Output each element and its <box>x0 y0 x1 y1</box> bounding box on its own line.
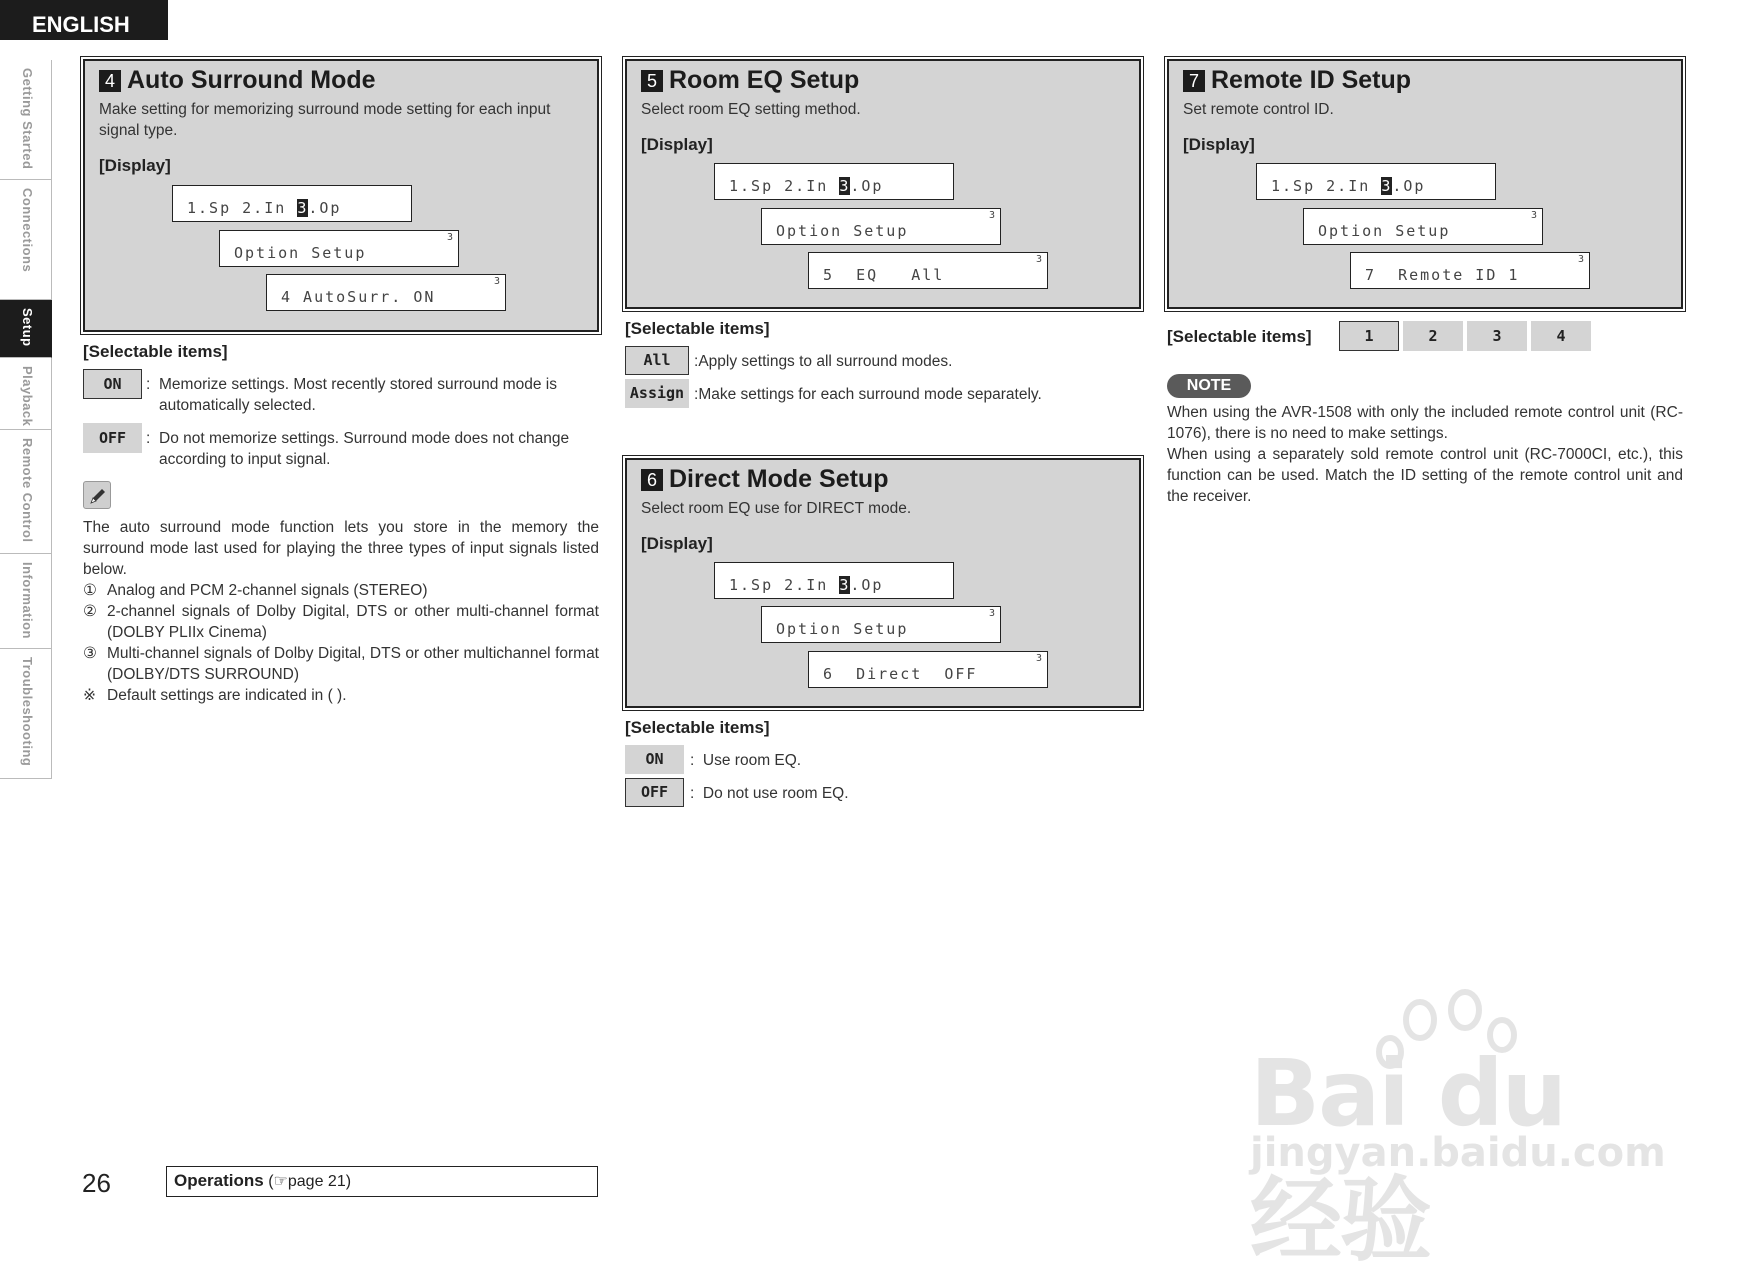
language-label: ENGLISH <box>32 12 130 37</box>
lcd-superscript: 3 <box>1577 254 1584 265</box>
side-tab-playback[interactable] <box>0 358 52 430</box>
list-text: Analog and PCM 2-channel signals (STEREO) <box>107 582 428 599</box>
option-text: Make settings for each surround mode separately. <box>698 386 1042 403</box>
remote-id-section <box>1167 59 1683 505</box>
lcd-superscript: 3 <box>446 232 453 243</box>
lcd-cursor: 3 <box>1381 177 1393 195</box>
lcd-text: Option Setup <box>1318 222 1451 240</box>
list-text: Multi-channel signals of Dolby Digital, DTS or other multichannel format (DOLBY/DTS SURROUND) <box>107 645 599 683</box>
memo-intro: The auto surround mode function lets you store in the memory the surround mode last used for playing the three types of input signals listed below. <box>83 519 599 578</box>
list-item <box>83 580 599 601</box>
lcd-line-1 <box>172 185 412 222</box>
lcd-cursor: 3 <box>839 177 851 195</box>
remote-id-option-3: 3 <box>1467 321 1527 351</box>
direct-mode-panel <box>625 458 1141 708</box>
section-title-text: Direct Mode Setup <box>669 465 889 493</box>
side-tab-information[interactable] <box>0 554 52 649</box>
section-number-badge: 5 <box>641 70 663 92</box>
remote-id-panel <box>1167 59 1683 309</box>
section-number-badge: 4 <box>99 70 121 92</box>
side-tab-label: Information <box>20 562 35 639</box>
side-tab-label: Getting Started <box>20 68 35 170</box>
section-title <box>641 465 888 494</box>
lcd-cursor: 3 <box>839 576 851 594</box>
remote-id-option-2: 2 <box>1403 321 1463 351</box>
section-title-text: Auto Surround Mode <box>127 66 376 94</box>
list-text: 2-channel signals of Dolby Digital, DTS or other multi-channel format (DOLBY PLIIx Cinema) <box>107 603 599 641</box>
direct-mode-section <box>625 458 1141 802</box>
lcd-text: 1.Sp 2.In <box>729 177 840 195</box>
section-title-text: Remote ID Setup <box>1211 66 1412 94</box>
section-description: Select room EQ use for DIRECT mode. <box>641 500 912 517</box>
lcd-line-1 <box>1256 163 1496 200</box>
selectable-items-title: [Selectable items] <box>1167 327 1312 346</box>
list-item <box>83 601 599 643</box>
lcd-superscript: 3 <box>493 276 500 287</box>
lcd-text: 6 Direct OFF <box>823 665 978 683</box>
lcd-superscript: 3 <box>1035 653 1042 664</box>
section-number-badge: 7 <box>1183 70 1205 92</box>
section-number-badge: 6 <box>641 469 663 491</box>
list-mark: ② <box>83 603 97 620</box>
list-mark: ① <box>83 582 97 599</box>
auto-surround-section <box>83 59 599 704</box>
option-off: OFF <box>83 423 142 453</box>
section-title <box>99 66 376 95</box>
room-eq-panel <box>625 59 1141 309</box>
baidu-watermark <box>1250 980 1670 1274</box>
lcd-text: .Op <box>1392 177 1426 195</box>
note-text: When using the AVR-1508 with only the included remote control unit (RC-1076), there is no need to make settings. When using a separately sold remote control unit (RC-7000CI, etc.), this function can be used. Match the ID setting of the remote control unit and the receiver. <box>1167 404 1683 505</box>
side-tab-setup[interactable] <box>0 300 52 358</box>
option-off: OFF <box>625 778 684 807</box>
language-tab <box>0 0 168 40</box>
lcd-line-3 <box>808 252 1048 289</box>
option-assign: Assign <box>625 379 689 408</box>
lcd-text: Option Setup <box>776 222 909 240</box>
lcd-text: .Op <box>850 576 884 594</box>
selectable-items-title: [Selectable items] <box>625 319 770 338</box>
side-tab-getting-started[interactable] <box>0 60 52 180</box>
option-on: ON <box>625 745 684 774</box>
watermark-logo-text: Bai du 经验 <box>1250 1040 1566 1274</box>
list-text: Default settings are indicated in ( ). <box>107 687 347 704</box>
page-number: 26 <box>82 1168 111 1198</box>
list-item <box>83 685 599 706</box>
display-label: [Display] <box>641 135 713 154</box>
note-badge: NOTE <box>1167 374 1251 398</box>
selectable-items-title: [Selectable items] <box>83 342 228 361</box>
option-colon: : <box>146 430 151 447</box>
lcd-line-3 <box>266 274 506 311</box>
side-tab-label: Remote Control <box>20 438 35 543</box>
operations-page-ref: (☞page 21) <box>268 1173 352 1190</box>
lcd-cursor: 3 <box>297 199 309 217</box>
lcd-line-1 <box>714 562 954 599</box>
operations-label: Operations <box>174 1171 264 1190</box>
option-text: Do not use room EQ. <box>702 785 849 802</box>
section-description: Make setting for memorizing surround mode setting for each input signal type. <box>99 101 551 139</box>
side-tab-label: Setup <box>20 308 35 347</box>
side-nav <box>0 60 52 779</box>
lcd-line-1 <box>714 163 954 200</box>
side-tab-connections[interactable] <box>0 180 52 300</box>
display-label: [Display] <box>99 156 171 175</box>
watermark-url: jingyan.baidu.com <box>1250 1130 1666 1176</box>
display-label: [Display] <box>641 534 713 553</box>
lcd-superscript: 3 <box>988 210 995 221</box>
option-off-text: : Do not use room EQ. <box>690 785 849 802</box>
side-tab-label: Troubleshooting <box>20 657 35 767</box>
lcd-superscript: 3 <box>988 608 995 619</box>
lcd-line-3 <box>808 651 1048 688</box>
remote-id-option-4: 4 <box>1531 321 1591 351</box>
section-title-text: Room EQ Setup <box>669 66 860 94</box>
remote-id-option-1: 1 <box>1339 321 1399 351</box>
option-colon: : <box>146 376 151 393</box>
option-text: Use room EQ. <box>702 752 802 769</box>
pencil-memo-icon <box>83 481 111 509</box>
lcd-line-2 <box>761 606 1001 643</box>
side-tab-troubleshooting[interactable] <box>0 649 52 779</box>
lcd-text: 1.Sp 2.In <box>1271 177 1382 195</box>
lcd-text: 7 Remote ID 1 <box>1365 266 1520 284</box>
lcd-text: 1.Sp 2.In <box>729 576 840 594</box>
operations-reference[interactable] <box>166 1166 598 1197</box>
list-mark: ③ <box>83 645 97 662</box>
option-on: ON <box>83 369 142 399</box>
lcd-superscript: 3 <box>1530 210 1537 221</box>
option-assign-text: :Make settings for each surround mode separately. <box>694 386 1042 403</box>
lcd-line-2 <box>1303 208 1543 245</box>
lcd-text: Option Setup <box>776 620 909 638</box>
lcd-text: 1.Sp 2.In <box>187 199 298 217</box>
lcd-line-2 <box>761 208 1001 245</box>
section-description: Set remote control ID. <box>1183 101 1334 118</box>
option-all: All <box>625 346 689 375</box>
list-mark: ※ <box>83 687 96 704</box>
lcd-text: 5 EQ All <box>823 266 945 284</box>
lcd-line-3 <box>1350 252 1590 289</box>
lcd-line-2 <box>219 230 459 267</box>
lcd-text: .Op <box>850 177 884 195</box>
option-all-text: :Apply settings to all surround modes. <box>694 353 953 370</box>
side-tab-remote-control[interactable] <box>0 430 52 554</box>
memo-list <box>83 580 599 706</box>
side-tab-label: Playback <box>20 366 35 427</box>
lcd-text: .Op <box>308 199 342 217</box>
lcd-text: 4 AutoSurr. ON <box>281 288 436 306</box>
option-on-text: Memorize settings. Most recently stored surround mode is automatically selected. <box>159 376 557 414</box>
auto-surround-panel <box>83 59 599 332</box>
option-on-text: : Use room EQ. <box>690 752 802 769</box>
room-eq-section <box>625 59 1141 403</box>
lcd-superscript: 3 <box>1035 254 1042 265</box>
display-label: [Display] <box>1183 135 1255 154</box>
option-text: Apply settings to all surround modes. <box>698 353 953 370</box>
section-description: Select room EQ setting method. <box>641 101 861 118</box>
selectable-items-title: [Selectable items] <box>625 718 770 737</box>
side-tab-label: Connections <box>20 188 35 273</box>
list-item <box>83 643 599 685</box>
section-title <box>1183 66 1411 95</box>
lcd-text: Option Setup <box>234 244 367 262</box>
option-off-text: Do not memorize settings. Surround mode does not change according to input signal. <box>159 430 570 468</box>
section-title <box>641 66 859 95</box>
